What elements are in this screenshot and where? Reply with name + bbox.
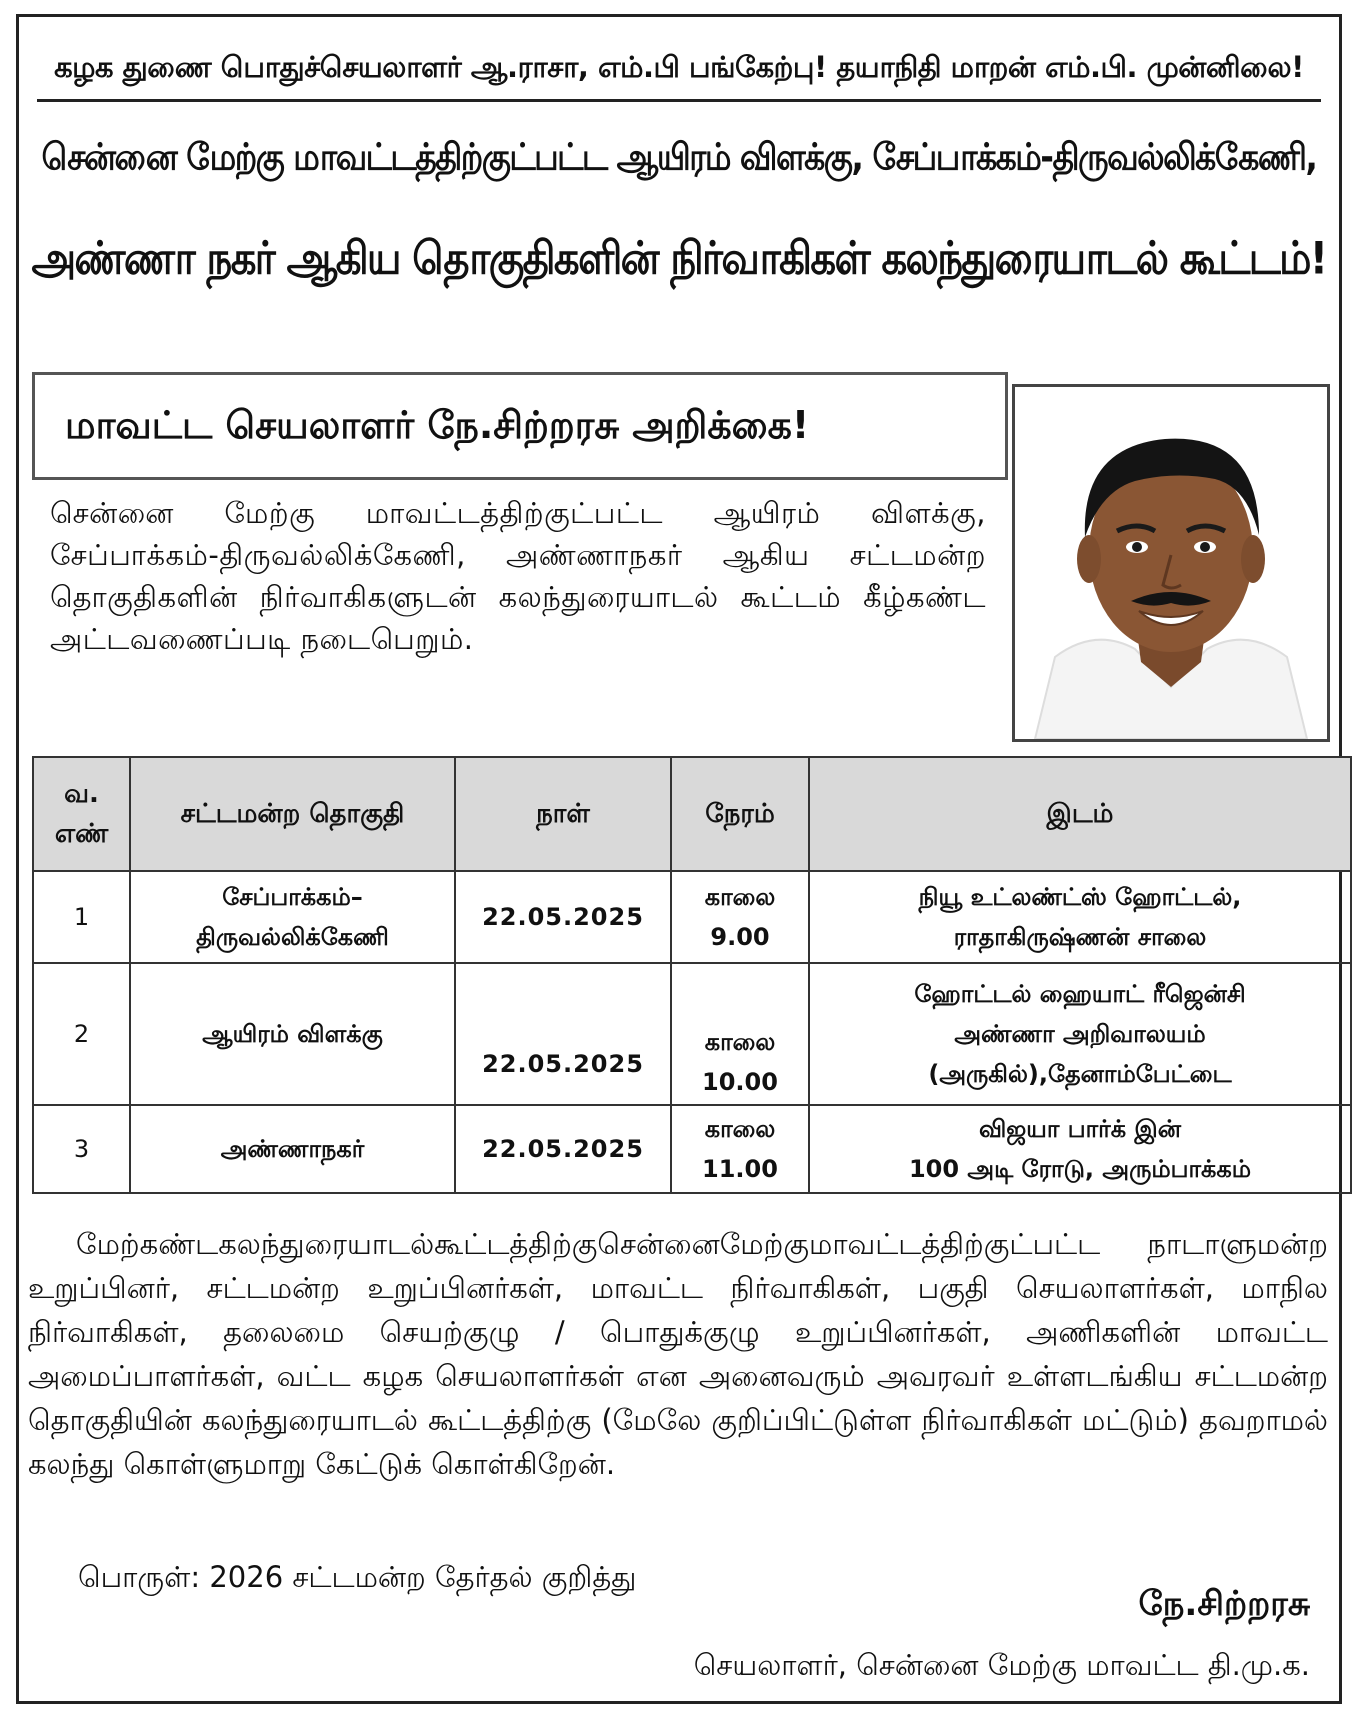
header-time: நேரம்: [671, 757, 809, 871]
cell-date: 22.05.2025: [455, 963, 671, 1105]
body-text: மேற்கண்டகலந்துரையாடல்கூட்டத்திற்குசென்னைமேற்குமாவட்டத்திற்குட்பட்ட நாடாளுமன்ற உறுப்பினர், சட்டமன்ற உறுப்பினர்கள், மாவட்ட நிர்வாகிகள், பகுதி செயலாளர்கள், மாநில நிர்வாகிகள், தலைமை செயற்குழு / பொதுக்குழு உறுப்பினர்கள், அணிகளின் மாவட்ட அமைப்பாளர்கள், வட்ட கழக செயலாளர்கள் என அனைவரும் அவரவர் உள்ளடங்கிய சட்டமன்ற தொகுதியின் கலந்துரையாடல் கூட்டத்திற்கு (மேலே குறிப்பிட்டுள்ள நிர்வாகிகள் மட்டும்) தவறாமல் கலந்து கொள்ளுமாறு கேட்டுக் கொள்கிறேன்.: [28, 1227, 1328, 1481]
subheading-box: மாவட்ட செயலாளர் நே.சிற்றரசு அறிக்கை!: [32, 372, 1008, 480]
cell-time: காலை 9.00: [671, 871, 809, 963]
cell-sno: 2: [33, 963, 130, 1105]
portrait-illustration: [1015, 387, 1327, 739]
table-header-row: [33, 757, 1351, 871]
subject-line: பொருள்: 2026 சட்டமன்ற தேர்தல் குறித்து: [78, 1560, 637, 1594]
cell-time: காலை 11.00: [671, 1105, 809, 1193]
cell-time: காலை 10.00: [671, 963, 809, 1105]
portrait-photo: [1012, 384, 1330, 742]
cell-date: 22.05.2025: [455, 1105, 671, 1193]
table-row: [33, 871, 1351, 963]
cell-constituency: சேப்பாக்கம்– திருவல்லிக்கேணி: [130, 871, 455, 963]
header-date: நாள்: [455, 757, 671, 871]
headline-line-1: சென்னை மேற்கு மாவட்டத்திற்குட்பட்ட ஆயிரம் விளக்கு, சேப்பாக்கம்-திருவல்லிக்கேணி,: [41, 134, 1317, 179]
signature-role: செயலாளர், சென்னை மேற்கு மாவட்ட தி.மு.க.: [693, 1648, 1310, 1682]
body-paragraph: [28, 1222, 1328, 1486]
header-sno: வ. எண்: [33, 757, 130, 871]
top-line: கழக துணை பொதுச்செயலாளர் ஆ.ராசா, எம்.பி பங்கேற்பு! தயாநிதி மாறன் எம்.பி. முன்னிலை!: [37, 35, 1321, 102]
cell-constituency: ஆயிரம் விளக்கு: [130, 963, 455, 1105]
cell-constituency: அண்ணாநகர்: [130, 1105, 455, 1193]
header-venue: இடம்: [809, 757, 1351, 871]
signature-name: நே.சிற்றரசு: [1138, 1584, 1310, 1624]
cell-date: 22.05.2025: [455, 871, 671, 963]
cell-venue: நியூ உட்லண்ட்ஸ் ஹோட்டல், ராதாகிருஷ்ணன் சாலை: [809, 871, 1351, 963]
headline-line-2: அண்ணா நகர் ஆகிய தொகுதிகளின் நிர்வாகிகள் கலந்துரையாடல் கூட்டம்!: [31, 233, 1327, 285]
cell-venue: ஹோட்டல் ஹையாட் ரீஜென்சி அண்ணா அறிவாலயம் (அருகில்),தேனாம்பேட்டை: [809, 963, 1351, 1105]
table-row: [33, 963, 1351, 1105]
cell-sno: 1: [33, 871, 130, 963]
schedule-table: [32, 756, 1352, 1194]
cell-venue: விஜயா பார்க் இன் 100 அடி ரோடு, அரும்பாக்கம்: [809, 1105, 1351, 1193]
intro-paragraph: சென்னை மேற்கு மாவட்டத்திற்குட்பட்ட ஆயிரம் விளக்கு, சேப்பாக்கம்-திருவல்லிக்கேணி, அண்ணாநகர் ஆகிய சட்டமன்ற தொகுதிகளின் நிர்வாகிகளுடன் கலந்துரையாடல் கூட்டம் கீழ்கண்ட அட்டவணைப்படி நடைபெறும்.: [50, 496, 986, 656]
table-row: [33, 1105, 1351, 1193]
header-constituency: சட்டமன்ற தொகுதி: [130, 757, 455, 871]
cell-sno: 3: [33, 1105, 130, 1193]
